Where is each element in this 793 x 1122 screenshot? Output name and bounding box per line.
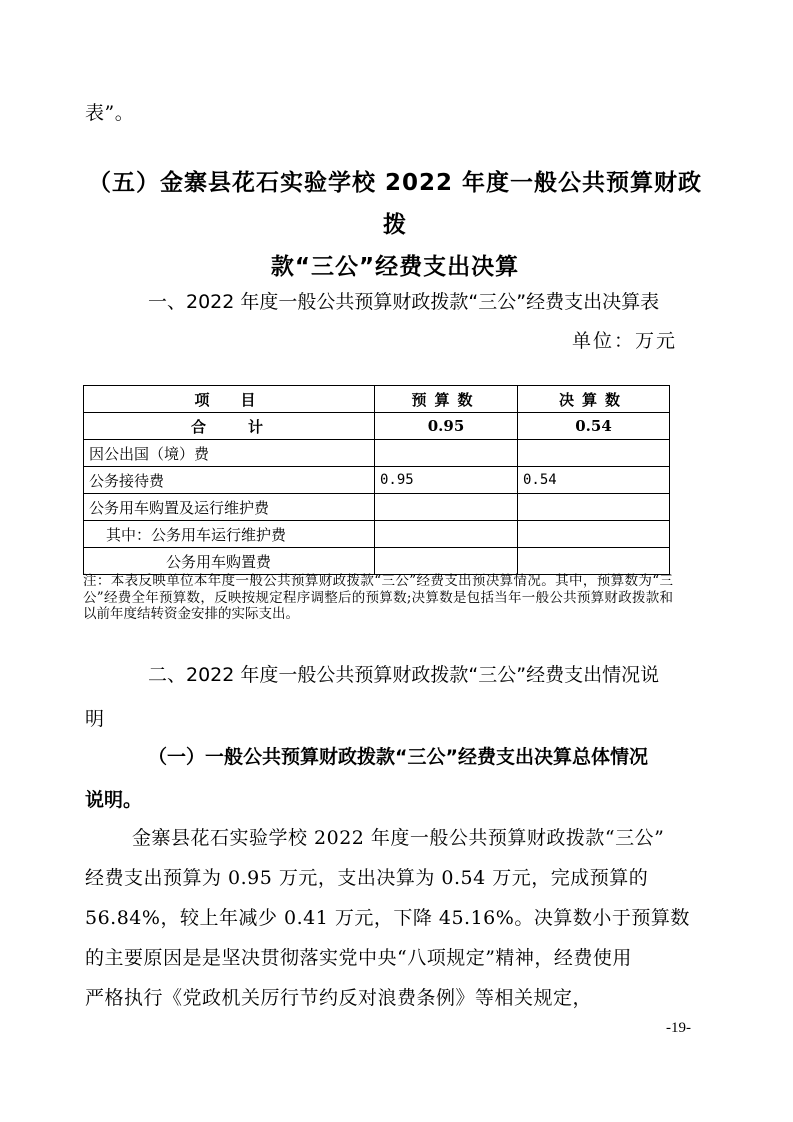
section-title-line2: 款“三公”经费支出决算: [270, 254, 520, 280]
table-title: 一、2022 年度一般公共预算财政拨款“三公”经费支出决算表: [148, 291, 660, 313]
row-budget: [375, 494, 518, 521]
row-budget: 0.95: [375, 467, 518, 494]
row-item: 因公出国（境）费: [84, 440, 375, 467]
header-actual: 决算数: [518, 386, 670, 413]
table-note: 注：本表反映单位本年度一般公共预算财政拨款“三公”经费支出预决算情况。其中，预算数为“三公”经费全年预算数，反映按规定程序调整后的预算数;决算数是包括当年一般公共预算财政拨款和以前年度结转资金安排的实际支出。: [83, 573, 673, 622]
paragraph-line: 金寨县花石实验学校 2022 年度一般公共预算财政拨款“三公”: [132, 827, 665, 849]
row-budget: [375, 548, 518, 575]
table-row: [84, 548, 670, 575]
row-budget: [375, 521, 518, 548]
section-title: [80, 162, 710, 288]
subsection1-line2: 说明。: [85, 789, 143, 811]
row-actual: [518, 440, 670, 467]
row-budget: 0.95: [375, 413, 518, 440]
row-actual: [518, 521, 670, 548]
three-public-expense-table: [83, 385, 670, 575]
section2-line1: 二、2022 年度一般公共预算财政拨款“三公”经费支出情况说: [148, 664, 660, 686]
paragraph-line: 严格执行《党政机关厉行节约反对浪费条例》等相关规定，: [85, 987, 593, 1009]
row-budget: [375, 440, 518, 467]
subsection1-line1: （一）一般公共预算财政拨款“三公”经费支出决算总体情况: [148, 746, 648, 768]
top-fragment-text: 表”。: [85, 102, 135, 124]
header-budget: 预算数: [375, 386, 518, 413]
row-item: 公务接待费: [84, 467, 375, 494]
paragraph-line: 的主要原因是是坚决贯彻落实党中央“八项规定”精神，经费使用: [85, 947, 632, 969]
header-item: 项 目: [84, 386, 375, 413]
row-actual: [518, 494, 670, 521]
section-title-line1: （五）金寨县花石实验学校 2022 年度一般公共预算财政拨: [87, 170, 703, 238]
unit-label: 单位：万元: [572, 330, 678, 352]
row-item: 其中：公务用车运行维护费: [84, 521, 375, 548]
row-item: 公务用车购置及运行维护费: [84, 494, 375, 521]
section2-line2: 明: [85, 708, 105, 730]
row-actual: 0.54: [518, 467, 670, 494]
page-number: -19-: [666, 1020, 691, 1036]
row-actual: 0.54: [518, 413, 670, 440]
paragraph-line: 经费支出预算为 0.95 万元，支出决算为 0.54 万元，完成预算的: [85, 867, 649, 889]
paragraph-line: 56.84%，较上年减少 0.41 万元，下降 45.16%。决算数小于预算数: [85, 907, 690, 929]
table-row: [84, 440, 670, 467]
table-row: [84, 521, 670, 548]
row-actual: [518, 548, 670, 575]
table-header-row: [84, 386, 670, 413]
table-row: [84, 467, 670, 494]
row-item: 合 计: [84, 413, 375, 440]
row-item: 公务用车购置费: [84, 548, 375, 575]
table-row-total: [84, 413, 670, 440]
table-row: [84, 494, 670, 521]
